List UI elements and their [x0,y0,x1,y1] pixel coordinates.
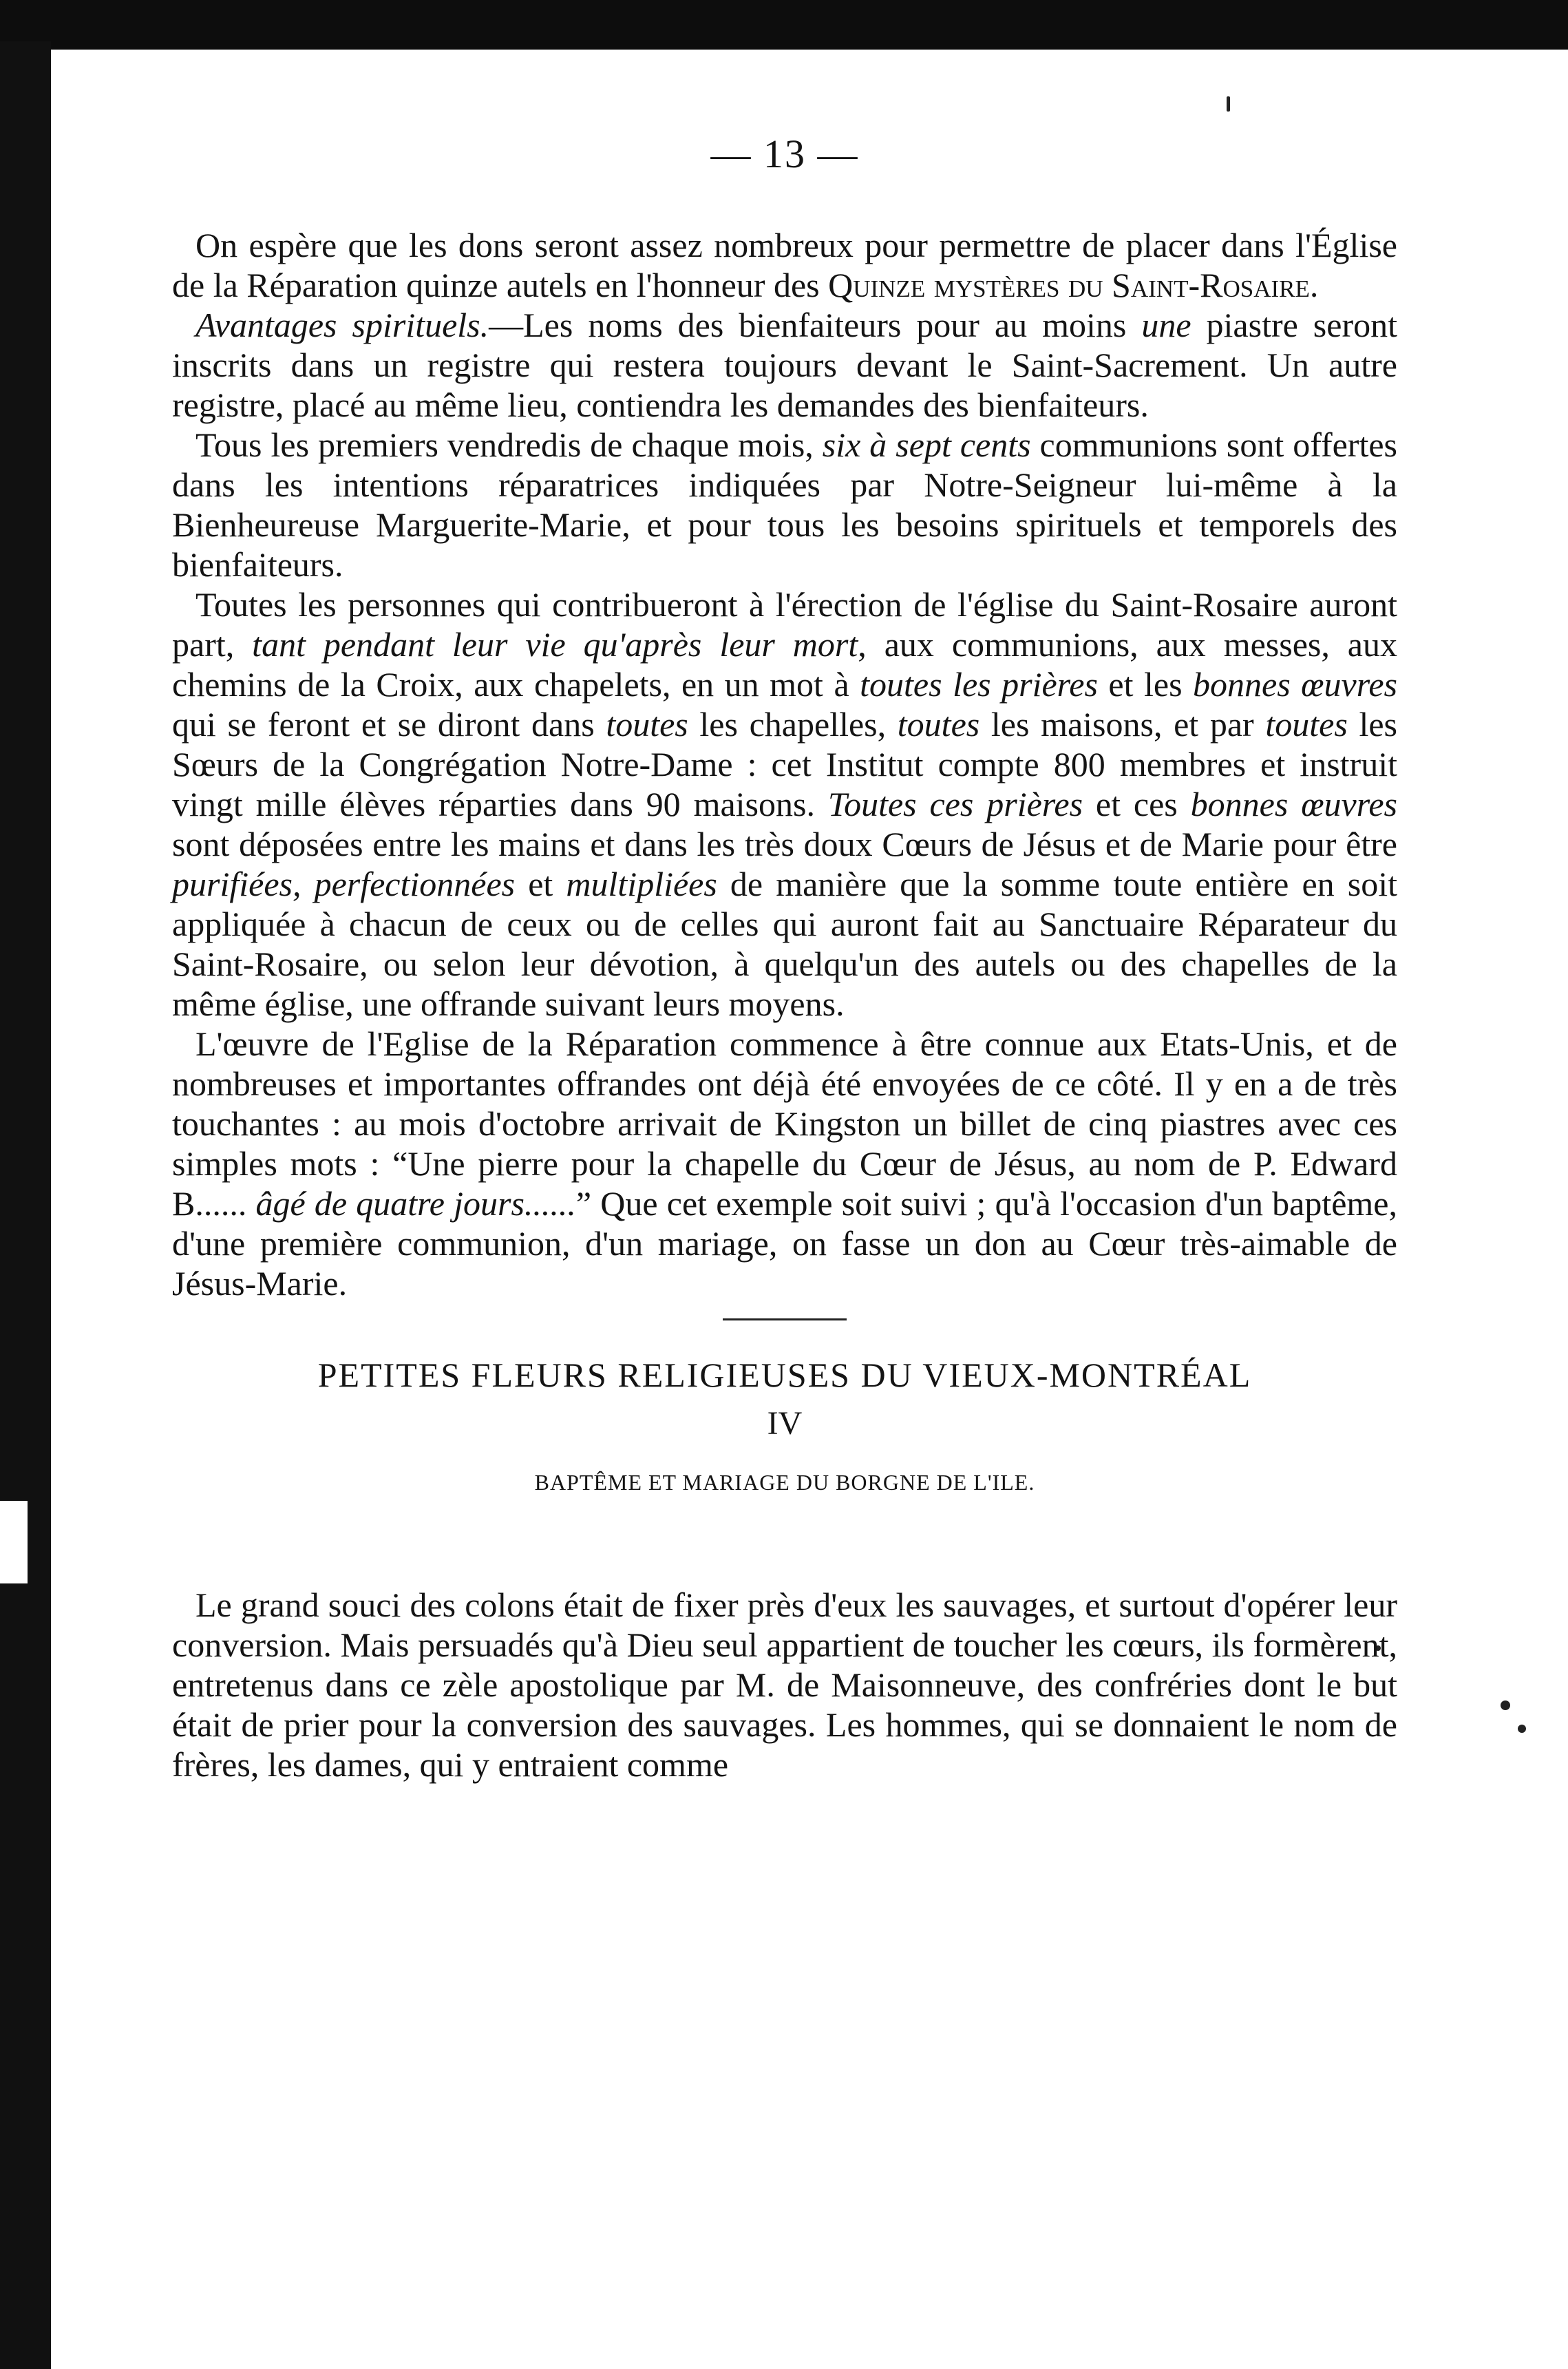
section-number: IV [767,1405,803,1442]
paragraph-oeuvre: L'œuvre de l'Eglise de la Réparation commence à être connue aux Etats-Unis, et de nombreuses et importantes offrandes ont déjà été envoyées de ce côté. Il y en a de très touchantes : au mois d'octobre arrivait de Kingston un billet de cinq piastres avec ces simples mots : “Une pierre pour la chapelle du Cœur de Jésus, au nom de P. Edward B...... âgé de quatre jours......” Que cet exemple soit suivi ; qu'à l'occasion d'un baptême, d'une première communion, d'un mariage, on fasse un don au Cœur très-aimable de Jésus-Marie. [172,1024,1397,1303]
paragraph-colons: Le grand souci des colons était de fixer près d'eux les sauvages, et surtout d'opérer leur conversion. Mais persuadés qu'à Dieu seul appartient de toucher les cœurs, ils formèrent, entretenus dans ce zèle apostolique par M. de Maisonneuve, des confréries dont le but était de prier pour la conversion des sauvages. Les hommes, qui se donnaient le nom de frères, les dames, qui y entraient comme [172,1586,1397,1784]
paragraph-avantages: Avantages spirituels.—Les noms des bienfaiteurs pour au moins une piastre seront inscrits dans un registre qui restera toujours devant le Saint-Sacrement. Un autre registre, placé au même lieu, contiendra les demandes des bienfaiteurs. [172,306,1397,424]
paragraph-vendredis: Tous les premiers vendredis de chaque mois, six à sept cents communions sont offertes dans les intentions réparatrices indiquées par Notre-Seigneur lui-même à la Bienheureuse Marguerite-Marie, et pour tous les besoins spirituels et temporels des bienfaiteurs. [172,425,1397,584]
scan-left-notch [0,1501,28,1583]
page [172,131,1397,1784]
speck [1518,1725,1526,1733]
italic-heading: Avantages spirituels. [195,306,489,344]
speck [1501,1701,1510,1710]
scan-top-border [0,0,1568,50]
speck [1227,96,1230,112]
scan-left-border [0,41,51,2369]
smallcaps-text: Quinze mystères du Saint-Rosaire [828,266,1310,304]
section-subtitle: BAPTÊME ET MARIAGE DU BORGNE DE L'ILE. [534,1470,1035,1495]
separator-rule [723,1318,847,1320]
page-number: — 13 — [710,131,859,176]
paragraph-dons: On espère que les dons seront assez nombreux pour permettre de placer dans l'Église de la Réparation quinze autels en l'honneur des Quinze mystères du Saint-Rosaire. [172,226,1397,304]
paragraph-personnes: Toutes les personnes qui contribueront à l'érection de l'église du Saint-Rosaire auront part, tant pendant leur vie qu'après leur mort, aux communions, aux messes, aux chemins de la Croix, aux chapelets, en un mot à toutes les prières et les bonnes œuvres qui se feront et se diront dans toutes les chapelles, toutes les maisons, et par toutes les Sœurs de la Congrégation Notre-Dame : cet Institut compte 800 membres et instruit vingt mille élèves réparties dans 90 maisons. Toutes ces prières et ces bonnes œuvres sont déposées entre les mains et dans les très doux Cœurs de Jésus et de Marie pour être purifiées, perfectionnées et multipliées de manière que la somme toute entière en soit appliquée à chacun de ceux ou de celles qui auront fait au Sanctuaire Réparateur du Saint-Rosaire, ou selon leur dévotion, à quelqu'un des autels ou des chapelles de la même église, une offrande suivant leurs moyens. [172,585,1397,1023]
section-title: PETITES FLEURS RELIGIEUSES DU VIEUX-MONTRÉAL [317,1356,1252,1394]
